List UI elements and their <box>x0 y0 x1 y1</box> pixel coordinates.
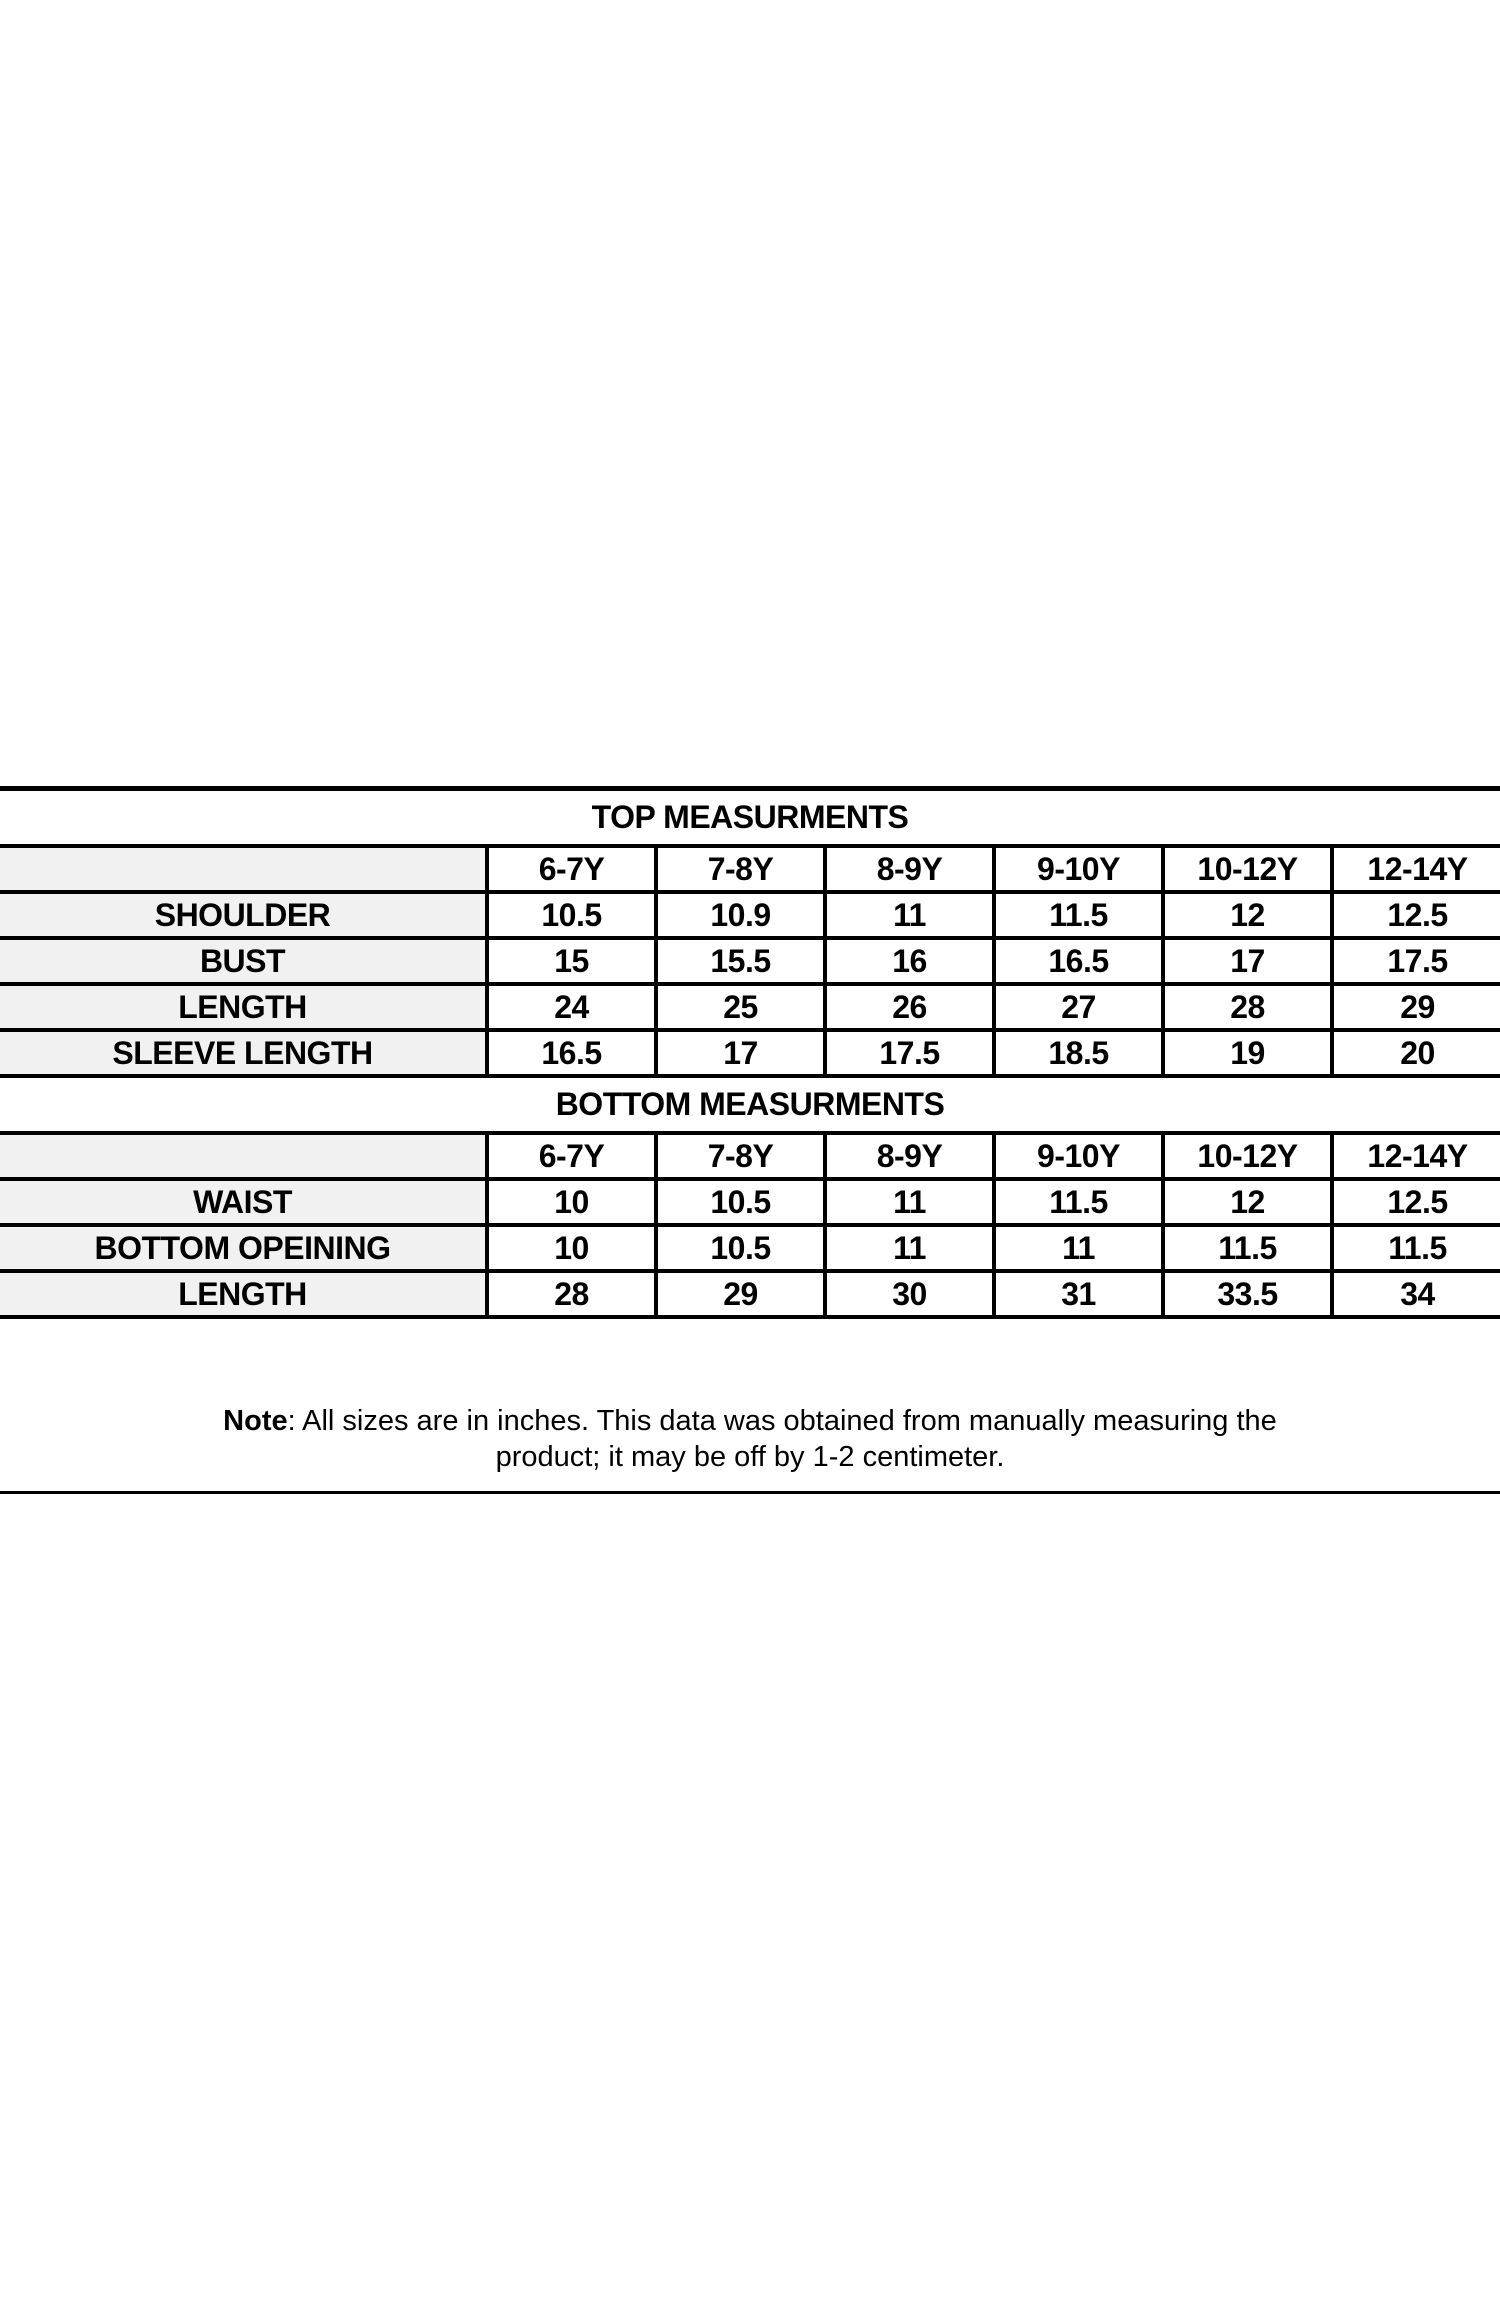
table-cell: 11 <box>825 1179 994 1225</box>
bottom-section-title: BOTTOM MEASURMENTS <box>555 1086 945 1122</box>
top-measurements-table <box>0 844 1500 1078</box>
size-header: 8-9Y <box>825 1133 994 1179</box>
bottom-divider <box>0 1491 1500 1494</box>
table-cell: 31 <box>994 1271 1163 1317</box>
table-cell: 24 <box>487 984 656 1030</box>
header-empty-cell <box>0 1133 487 1179</box>
table-cell: 11.5 <box>1163 1225 1332 1271</box>
table-cell: 17 <box>656 1030 825 1076</box>
table-cell: 30 <box>825 1271 994 1317</box>
row-label: LENGTH <box>0 984 487 1030</box>
table-cell: 34 <box>1332 1271 1500 1317</box>
size-header: 9-10Y <box>994 1133 1163 1179</box>
top-section-title: TOP MEASURMENTS <box>0 786 1500 844</box>
table-cell: 12 <box>1163 892 1332 938</box>
size-header: 6-7Y <box>487 846 656 892</box>
table-cell: 12.5 <box>1332 892 1500 938</box>
size-header: 7-8Y <box>656 846 825 892</box>
table-cell: 15 <box>487 938 656 984</box>
table-cell: 17.5 <box>825 1030 994 1076</box>
table-cell: 11 <box>825 1225 994 1271</box>
table-cell: 17.5 <box>1332 938 1500 984</box>
table-cell: 28 <box>1163 984 1332 1030</box>
row-label: WAIST <box>0 1179 487 1225</box>
size-header: 12-14Y <box>1332 1133 1500 1179</box>
table-row <box>0 1271 1500 1317</box>
table-cell: 18.5 <box>994 1030 1163 1076</box>
table-cell: 20 <box>1332 1030 1500 1076</box>
table-cell: 10 <box>487 1179 656 1225</box>
size-header: 12-14Y <box>1332 846 1500 892</box>
table-header-row <box>0 846 1500 892</box>
table-cell: 15.5 <box>656 938 825 984</box>
size-header: 10-12Y <box>1163 846 1332 892</box>
table-cell: 16.5 <box>994 938 1163 984</box>
table-cell: 27 <box>994 984 1163 1030</box>
table-cell: 12 <box>1163 1179 1332 1225</box>
note-line-1 <box>0 1403 1500 1439</box>
table-row <box>0 1179 1500 1225</box>
size-header: 8-9Y <box>825 846 994 892</box>
size-chart <box>0 786 1500 1319</box>
table-cell: 16.5 <box>487 1030 656 1076</box>
table-cell: 26 <box>825 984 994 1030</box>
note-body: : All sizes are in inches. This data was obtained from manually measuring the <box>287 1405 1277 1437</box>
size-header: 7-8Y <box>656 1133 825 1179</box>
table-cell: 10.5 <box>487 892 656 938</box>
table-row <box>0 984 1500 1030</box>
note-label: Note <box>223 1405 288 1437</box>
table-cell: 10 <box>487 1225 656 1271</box>
table-row <box>0 1225 1500 1271</box>
table-cell: 10.5 <box>656 1225 825 1271</box>
note-line-2: product; it may be off by 1-2 centimeter. <box>495 1441 1005 1473</box>
row-label: BOTTOM OPEINING <box>0 1225 487 1271</box>
table-cell: 11.5 <box>994 892 1163 938</box>
table-row <box>0 1030 1500 1076</box>
table-cell: 10.9 <box>656 892 825 938</box>
table-cell: 17 <box>1163 938 1332 984</box>
table-cell: 25 <box>656 984 825 1030</box>
table-cell: 29 <box>1332 984 1500 1030</box>
row-label: LENGTH <box>0 1271 487 1317</box>
bottom-measurements-table <box>0 1131 1500 1319</box>
table-cell: 10.5 <box>656 1179 825 1225</box>
table-cell: 11 <box>825 892 994 938</box>
row-label: SHOULDER <box>0 892 487 938</box>
table-cell: 11.5 <box>994 1179 1163 1225</box>
table-cell: 28 <box>487 1271 656 1317</box>
table-cell: 33.5 <box>1163 1271 1332 1317</box>
row-label: BUST <box>0 938 487 984</box>
table-row <box>0 892 1500 938</box>
table-cell: 12.5 <box>1332 1179 1500 1225</box>
row-label: SLEEVE LENGTH <box>0 1030 487 1076</box>
table-cell: 11.5 <box>1332 1225 1500 1271</box>
table-header-row <box>0 1133 1500 1179</box>
table-cell: 11 <box>994 1225 1163 1271</box>
size-header: 6-7Y <box>487 1133 656 1179</box>
note-text <box>0 1403 1500 1475</box>
header-empty-cell <box>0 846 487 892</box>
table-row <box>0 938 1500 984</box>
size-header: 9-10Y <box>994 846 1163 892</box>
table-cell: 29 <box>656 1271 825 1317</box>
table-cell: 19 <box>1163 1030 1332 1076</box>
size-header: 10-12Y <box>1163 1133 1332 1179</box>
table-cell: 16 <box>825 938 994 984</box>
